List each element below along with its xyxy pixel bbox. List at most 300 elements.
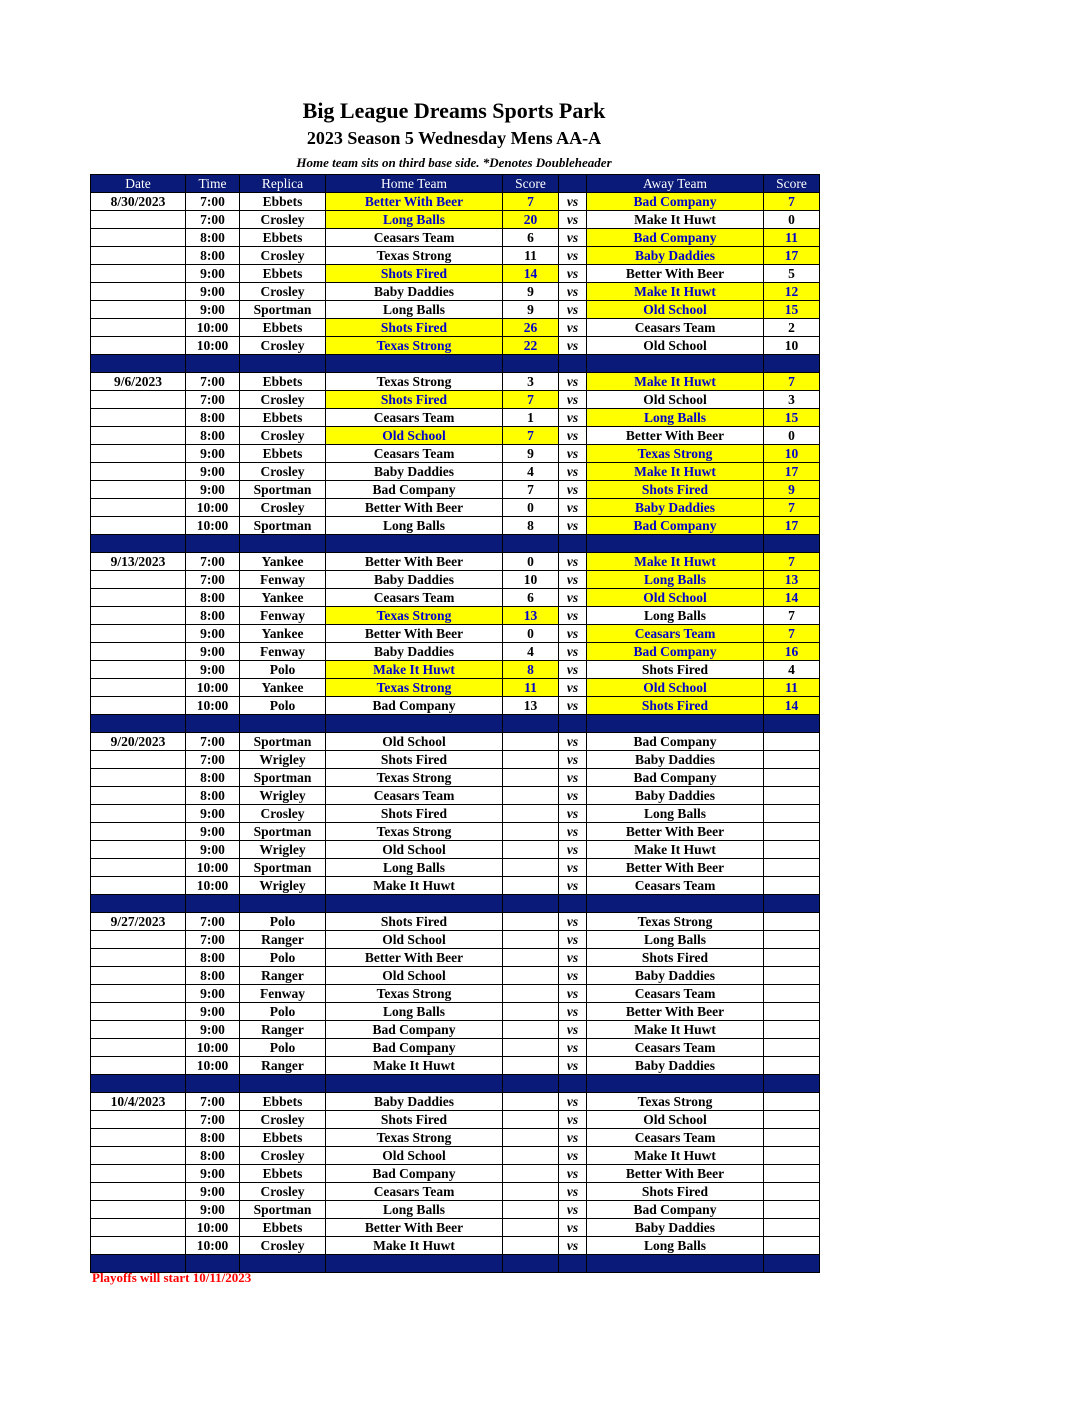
game-field: Ebbets <box>240 319 326 337</box>
away-score: 4 <box>764 661 820 679</box>
vs-label: vs <box>559 517 587 535</box>
away-score: 7 <box>764 625 820 643</box>
game-row <box>91 265 820 283</box>
game-field: Crosley <box>240 1183 326 1201</box>
separator-cell <box>326 535 503 553</box>
away-team: Long Balls <box>587 607 764 625</box>
away-team: Bad Company <box>587 643 764 661</box>
separator-cell <box>587 355 764 373</box>
home-team: Shots Fired <box>326 391 503 409</box>
home-team: Old School <box>326 1147 503 1165</box>
game-date <box>91 859 186 877</box>
vs-label: vs <box>559 1237 587 1255</box>
home-team: Make It Huwt <box>326 1057 503 1075</box>
separator-cell <box>503 895 559 913</box>
separator-cell <box>91 535 186 553</box>
home-score <box>503 913 559 931</box>
game-field: Ranger <box>240 967 326 985</box>
home-score: 0 <box>503 553 559 571</box>
game-row <box>91 463 820 481</box>
away-score: 7 <box>764 373 820 391</box>
game-field: Ebbets <box>240 229 326 247</box>
game-date <box>91 769 186 787</box>
vs-label: vs <box>559 1111 587 1129</box>
home-score <box>503 1039 559 1057</box>
home-score <box>503 769 559 787</box>
game-date <box>91 1201 186 1219</box>
game-row <box>91 1165 820 1183</box>
separator-cell <box>587 895 764 913</box>
away-score: 13 <box>764 571 820 589</box>
vs-label: vs <box>559 1183 587 1201</box>
week-separator <box>91 355 820 373</box>
game-date <box>91 571 186 589</box>
game-time: 8:00 <box>186 949 240 967</box>
game-time: 9:00 <box>186 265 240 283</box>
game-date <box>91 1039 186 1057</box>
game-row <box>91 607 820 625</box>
away-team: Make It Huwt <box>587 373 764 391</box>
away-score: 11 <box>764 679 820 697</box>
away-score: 17 <box>764 517 820 535</box>
game-row <box>91 427 820 445</box>
game-field: Crosley <box>240 391 326 409</box>
home-team: Baby Daddies <box>326 463 503 481</box>
game-time: 9:00 <box>186 1183 240 1201</box>
home-score <box>503 1183 559 1201</box>
game-date <box>91 319 186 337</box>
game-field: Crosley <box>240 211 326 229</box>
game-time: 8:00 <box>186 409 240 427</box>
separator-cell <box>503 1255 559 1273</box>
game-time: 9:00 <box>186 985 240 1003</box>
away-team: Shots Fired <box>587 1183 764 1201</box>
vs-label: vs <box>559 211 587 229</box>
away-score: 9 <box>764 481 820 499</box>
away-score <box>764 967 820 985</box>
game-field: Crosley <box>240 427 326 445</box>
game-time: 8:00 <box>186 247 240 265</box>
game-row <box>91 247 820 265</box>
away-team: Ceasars Team <box>587 1039 764 1057</box>
game-time: 8:00 <box>186 967 240 985</box>
vs-label: vs <box>559 499 587 517</box>
separator-cell <box>559 715 587 733</box>
page-title: Big League Dreams Sports Park <box>302 98 606 123</box>
separator-cell <box>559 1255 587 1273</box>
vs-label: vs <box>559 589 587 607</box>
game-date <box>91 643 186 661</box>
home-score: 0 <box>503 625 559 643</box>
game-date <box>91 211 186 229</box>
game-time: 7:00 <box>186 211 240 229</box>
game-field: Ebbets <box>240 193 326 211</box>
away-score: 5 <box>764 265 820 283</box>
separator-cell <box>91 715 186 733</box>
game-time: 10:00 <box>186 337 240 355</box>
home-score: 0 <box>503 499 559 517</box>
separator-cell <box>587 1255 764 1273</box>
vs-label: vs <box>559 1129 587 1147</box>
home-score <box>503 841 559 859</box>
game-date <box>91 499 186 517</box>
away-team: Ceasars Team <box>587 1129 764 1147</box>
game-date <box>91 391 186 409</box>
game-time: 7:00 <box>186 913 240 931</box>
game-row <box>91 625 820 643</box>
game-row <box>91 697 820 715</box>
home-team: Baby Daddies <box>326 283 503 301</box>
away-score: 0 <box>764 427 820 445</box>
separator-cell <box>186 715 240 733</box>
game-date <box>91 607 186 625</box>
home-team: Better With Beer <box>326 499 503 517</box>
col-header-away-score: Score <box>764 175 820 193</box>
away-team: Old School <box>587 337 764 355</box>
away-team: Ceasars Team <box>587 985 764 1003</box>
week-separator <box>91 715 820 733</box>
home-score: 13 <box>503 607 559 625</box>
col-header-away-team: Away Team <box>587 175 764 193</box>
away-score: 12 <box>764 283 820 301</box>
separator-cell <box>186 535 240 553</box>
away-team: Old School <box>587 301 764 319</box>
game-time: 7:00 <box>186 751 240 769</box>
away-team: Old School <box>587 679 764 697</box>
game-time: 9:00 <box>186 463 240 481</box>
home-team: Old School <box>326 841 503 859</box>
away-score <box>764 733 820 751</box>
game-field: Wrigley <box>240 877 326 895</box>
game-date <box>91 589 186 607</box>
home-team: Shots Fired <box>326 1111 503 1129</box>
week-separator <box>91 895 820 913</box>
home-score <box>503 733 559 751</box>
game-time: 7:00 <box>186 733 240 751</box>
home-score: 4 <box>503 643 559 661</box>
game-time: 7:00 <box>186 1093 240 1111</box>
away-team: Better With Beer <box>587 1003 764 1021</box>
header-row <box>91 175 820 193</box>
away-team: Make It Huwt <box>587 463 764 481</box>
away-team: Texas Strong <box>587 913 764 931</box>
separator-cell <box>503 535 559 553</box>
game-field: Ebbets <box>240 445 326 463</box>
home-team: Shots Fired <box>326 265 503 283</box>
separator-cell <box>326 355 503 373</box>
game-row <box>91 1111 820 1129</box>
separator-cell <box>326 715 503 733</box>
home-team: Ceasars Team <box>326 589 503 607</box>
separator-cell <box>503 715 559 733</box>
away-team: Make It Huwt <box>587 1147 764 1165</box>
game-row <box>91 859 820 877</box>
game-field: Ebbets <box>240 373 326 391</box>
game-field: Crosley <box>240 247 326 265</box>
separator-cell <box>764 355 820 373</box>
game-date <box>91 1129 186 1147</box>
game-time: 9:00 <box>186 823 240 841</box>
vs-label: vs <box>559 823 587 841</box>
game-time: 7:00 <box>186 373 240 391</box>
week-separator <box>91 1075 820 1093</box>
away-score <box>764 1057 820 1075</box>
home-team: Make It Huwt <box>326 661 503 679</box>
away-score <box>764 841 820 859</box>
away-score <box>764 1003 820 1021</box>
separator-cell <box>186 355 240 373</box>
separator-cell <box>240 1075 326 1093</box>
vs-label: vs <box>559 283 587 301</box>
separator-cell <box>764 895 820 913</box>
col-header-replica: Replica <box>240 175 326 193</box>
game-field: Fenway <box>240 643 326 661</box>
vs-label: vs <box>559 751 587 769</box>
home-team: Texas Strong <box>326 1129 503 1147</box>
game-field: Polo <box>240 949 326 967</box>
game-date <box>91 967 186 985</box>
game-field: Wrigley <box>240 841 326 859</box>
vs-label: vs <box>559 1039 587 1057</box>
away-score <box>764 751 820 769</box>
vs-label: vs <box>559 373 587 391</box>
home-team: Shots Fired <box>326 913 503 931</box>
away-team: Shots Fired <box>587 697 764 715</box>
home-score: 20 <box>503 211 559 229</box>
game-date <box>91 409 186 427</box>
away-score <box>764 1219 820 1237</box>
vs-label: vs <box>559 625 587 643</box>
game-date <box>91 1237 186 1255</box>
game-date <box>91 1147 186 1165</box>
game-time: 9:00 <box>186 481 240 499</box>
away-team: Better With Beer <box>587 823 764 841</box>
game-time: 8:00 <box>186 607 240 625</box>
away-score: 15 <box>764 301 820 319</box>
away-team: Bad Company <box>587 733 764 751</box>
away-team: Better With Beer <box>587 859 764 877</box>
game-row <box>91 769 820 787</box>
away-score: 17 <box>764 463 820 481</box>
game-time: 10:00 <box>186 517 240 535</box>
away-score: 16 <box>764 643 820 661</box>
home-score <box>503 1201 559 1219</box>
col-header-home-score: Score <box>503 175 559 193</box>
away-team: Long Balls <box>587 805 764 823</box>
home-score <box>503 949 559 967</box>
game-row <box>91 751 820 769</box>
vs-label: vs <box>559 1057 587 1075</box>
separator-cell <box>503 355 559 373</box>
game-time: 10:00 <box>186 679 240 697</box>
home-team: Texas Strong <box>326 769 503 787</box>
away-score <box>764 913 820 931</box>
game-row <box>91 193 820 211</box>
home-score: 11 <box>503 679 559 697</box>
game-row <box>91 913 820 931</box>
home-score: 11 <box>503 247 559 265</box>
home-score <box>503 823 559 841</box>
game-field: Ebbets <box>240 1129 326 1147</box>
game-date <box>91 931 186 949</box>
game-date <box>91 247 186 265</box>
game-row <box>91 643 820 661</box>
game-time: 9:00 <box>186 301 240 319</box>
game-date <box>91 1003 186 1021</box>
col-header-vs <box>559 175 587 193</box>
game-field: Fenway <box>240 571 326 589</box>
away-score <box>764 1201 820 1219</box>
vs-label: vs <box>559 643 587 661</box>
home-score: 22 <box>503 337 559 355</box>
game-row <box>91 409 820 427</box>
home-score: 9 <box>503 301 559 319</box>
separator-cell <box>186 895 240 913</box>
game-row <box>91 823 820 841</box>
game-field: Sportman <box>240 517 326 535</box>
game-field: Crosley <box>240 805 326 823</box>
home-score: 1 <box>503 409 559 427</box>
separator-cell <box>91 895 186 913</box>
home-score <box>503 787 559 805</box>
home-score: 6 <box>503 589 559 607</box>
away-team: Baby Daddies <box>587 751 764 769</box>
game-date <box>91 823 186 841</box>
game-field: Polo <box>240 913 326 931</box>
game-field: Fenway <box>240 985 326 1003</box>
away-score: 0 <box>764 211 820 229</box>
game-row <box>91 301 820 319</box>
game-time: 9:00 <box>186 805 240 823</box>
vs-label: vs <box>559 1147 587 1165</box>
separator-cell <box>91 1075 186 1093</box>
separator-cell <box>587 1075 764 1093</box>
schedule-body <box>91 193 820 1273</box>
vs-label: vs <box>559 337 587 355</box>
separator-cell <box>764 715 820 733</box>
game-field: Sportman <box>240 769 326 787</box>
game-date <box>91 301 186 319</box>
game-date <box>91 1165 186 1183</box>
home-score: 7 <box>503 427 559 445</box>
game-time: 10:00 <box>186 1039 240 1057</box>
game-time: 9:00 <box>186 661 240 679</box>
game-time: 7:00 <box>186 391 240 409</box>
separator-cell <box>764 1255 820 1273</box>
away-score: 7 <box>764 499 820 517</box>
game-field: Sportman <box>240 301 326 319</box>
home-score <box>503 1003 559 1021</box>
away-team: Bad Company <box>587 769 764 787</box>
game-date <box>91 1183 186 1201</box>
away-team: Make It Huwt <box>587 841 764 859</box>
game-row <box>91 373 820 391</box>
game-row <box>91 661 820 679</box>
vs-label: vs <box>559 1093 587 1111</box>
home-team: Better With Beer <box>326 1219 503 1237</box>
home-team: Texas Strong <box>326 373 503 391</box>
away-score <box>764 859 820 877</box>
game-field: Crosley <box>240 463 326 481</box>
home-score <box>503 1111 559 1129</box>
home-score: 8 <box>503 661 559 679</box>
game-date <box>91 463 186 481</box>
game-date <box>91 949 186 967</box>
home-team: Baby Daddies <box>326 571 503 589</box>
away-team: Make It Huwt <box>587 553 764 571</box>
away-team: Baby Daddies <box>587 247 764 265</box>
game-time: 8:00 <box>186 427 240 445</box>
away-team: Bad Company <box>587 1201 764 1219</box>
separator-cell <box>559 1075 587 1093</box>
vs-label: vs <box>559 787 587 805</box>
game-field: Crosley <box>240 1147 326 1165</box>
vs-label: vs <box>559 697 587 715</box>
home-team: Texas Strong <box>326 985 503 1003</box>
game-date <box>91 679 186 697</box>
game-date <box>91 283 186 301</box>
away-score: 17 <box>764 247 820 265</box>
game-row <box>91 841 820 859</box>
col-header-time: Time <box>186 175 240 193</box>
game-row <box>91 985 820 1003</box>
away-score: 10 <box>764 337 820 355</box>
away-score <box>764 1147 820 1165</box>
game-date <box>91 1111 186 1129</box>
game-row <box>91 967 820 985</box>
vs-label: vs <box>559 967 587 985</box>
game-date <box>91 751 186 769</box>
home-score: 8 <box>503 517 559 535</box>
game-row <box>91 1021 820 1039</box>
home-team: Shots Fired <box>326 319 503 337</box>
away-score <box>764 805 820 823</box>
game-time: 8:00 <box>186 229 240 247</box>
game-field: Ebbets <box>240 1165 326 1183</box>
game-row <box>91 1039 820 1057</box>
game-row <box>91 211 820 229</box>
home-team: Bad Company <box>326 1165 503 1183</box>
vs-label: vs <box>559 805 587 823</box>
game-field: Wrigley <box>240 751 326 769</box>
home-team: Shots Fired <box>326 805 503 823</box>
away-team: Make It Huwt <box>587 1021 764 1039</box>
home-team: Texas Strong <box>326 607 503 625</box>
game-row <box>91 1147 820 1165</box>
game-date: 9/6/2023 <box>91 373 186 391</box>
home-score: 9 <box>503 445 559 463</box>
away-score: 15 <box>764 409 820 427</box>
game-date <box>91 445 186 463</box>
vs-label: vs <box>559 841 587 859</box>
game-field: Wrigley <box>240 787 326 805</box>
game-date: 9/20/2023 <box>91 733 186 751</box>
game-time: 9:00 <box>186 283 240 301</box>
separator-cell <box>240 1255 326 1273</box>
away-score: 14 <box>764 697 820 715</box>
home-score: 9 <box>503 283 559 301</box>
season-subtitle: 2023 Season 5 Wednesday Mens AA-A <box>306 128 602 148</box>
game-time: 7:00 <box>186 1111 240 1129</box>
vs-label: vs <box>559 193 587 211</box>
away-team: Long Balls <box>587 1237 764 1255</box>
home-score <box>503 1129 559 1147</box>
game-date <box>91 877 186 895</box>
game-row <box>91 1057 820 1075</box>
home-score <box>503 751 559 769</box>
game-field: Sportman <box>240 481 326 499</box>
separator-cell <box>186 1075 240 1093</box>
